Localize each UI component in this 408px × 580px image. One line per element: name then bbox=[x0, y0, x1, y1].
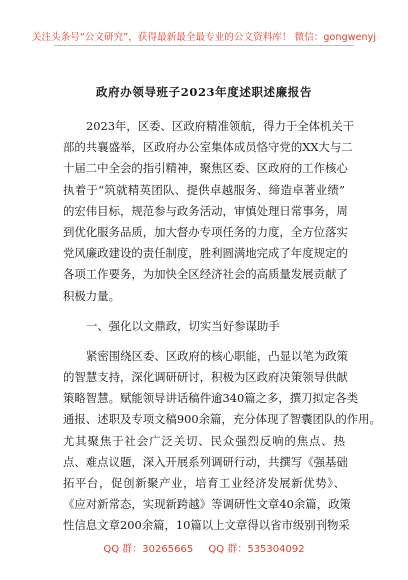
paragraph-gap bbox=[63, 307, 345, 316]
paragraph-line: 2023年，区委、区政府精准领航，得力于全体机关干 bbox=[86, 119, 355, 133]
paragraph-line: 策略智慧。赋能领导讲话稿件逾340篇之多，撰刀拟定各类 bbox=[63, 391, 359, 406]
paragraph-line: 十届二中全会的指引精神，聚焦区委、区政府的工作核心 bbox=[63, 161, 348, 176]
paragraph-line: 性信息文章200余篇，10篇以上文章得以省市级别刊物采 bbox=[63, 518, 350, 533]
qq-group-2: QQ 群：535304092 bbox=[208, 544, 305, 555]
paragraph-line: 到优化服务品质，加大督办专项任务的力度，全方位落实 bbox=[63, 224, 348, 239]
qq-group-1: QQ 群：30265665 bbox=[103, 544, 194, 555]
paragraph-line: 的智慧支持，深化调研研讨，积极为区政府决策领导供献 bbox=[63, 370, 348, 385]
paragraph-line: 部的共襄盛举，区政府办公室集体成员恪守党的XX大与二 bbox=[63, 140, 353, 155]
document-body bbox=[63, 116, 381, 537]
paragraph-line: 尤其聚焦于社会广泛关切、民众强烈反响的焦点、热 bbox=[63, 433, 345, 448]
paragraph-line: 党风廉政建设的责任制度，胜利圆满地完成了年度规定的 bbox=[63, 246, 348, 261]
section-heading: 一、强化以文鼎政，切实当好参谋助手 bbox=[86, 318, 280, 333]
paragraph-line: 执着于“筑就精英团队、提供卓越服务、缔造卓著业绩” bbox=[63, 182, 345, 197]
paragraph-line: 积极力量。 bbox=[63, 288, 120, 303]
paragraph-line: 紧密围绕区委、区政府的核心职能，凸显以笔为政策 bbox=[86, 348, 348, 363]
paragraph-gap bbox=[63, 337, 345, 346]
document-title: 政府办领导班子2023年度述职述廉报告 bbox=[96, 85, 312, 99]
paragraph-line: 的宏伟目标，规范参与政务活动，审慎处理日常事务，周 bbox=[63, 203, 348, 218]
promo-banner: 关注头条号“公文研究”，获得最新最全最专业的公文资料库！ 微信：gongwenyj bbox=[31, 32, 377, 43]
paragraph-line: 点、难点议题，深入开展系列调研行动，共撰写《强基础 bbox=[63, 454, 348, 469]
paragraph-line: 拓平台，促创新聚产业，培育工业经济发展新优势》、 bbox=[63, 476, 345, 490]
paragraph-line: 《应对新常态，实现新跨越》等调研性文章40余篇，政策 bbox=[63, 497, 351, 512]
header-divider bbox=[54, 45, 354, 46]
paragraph-line: 通报、述职及专项文稿900余篇，充分体现了智囊团队的作用。 bbox=[63, 412, 381, 427]
contact-footer bbox=[0, 540, 408, 555]
paragraph-line: 各项工作要务，为加快全区经济社会的高质量发展贡献了 bbox=[63, 267, 348, 282]
